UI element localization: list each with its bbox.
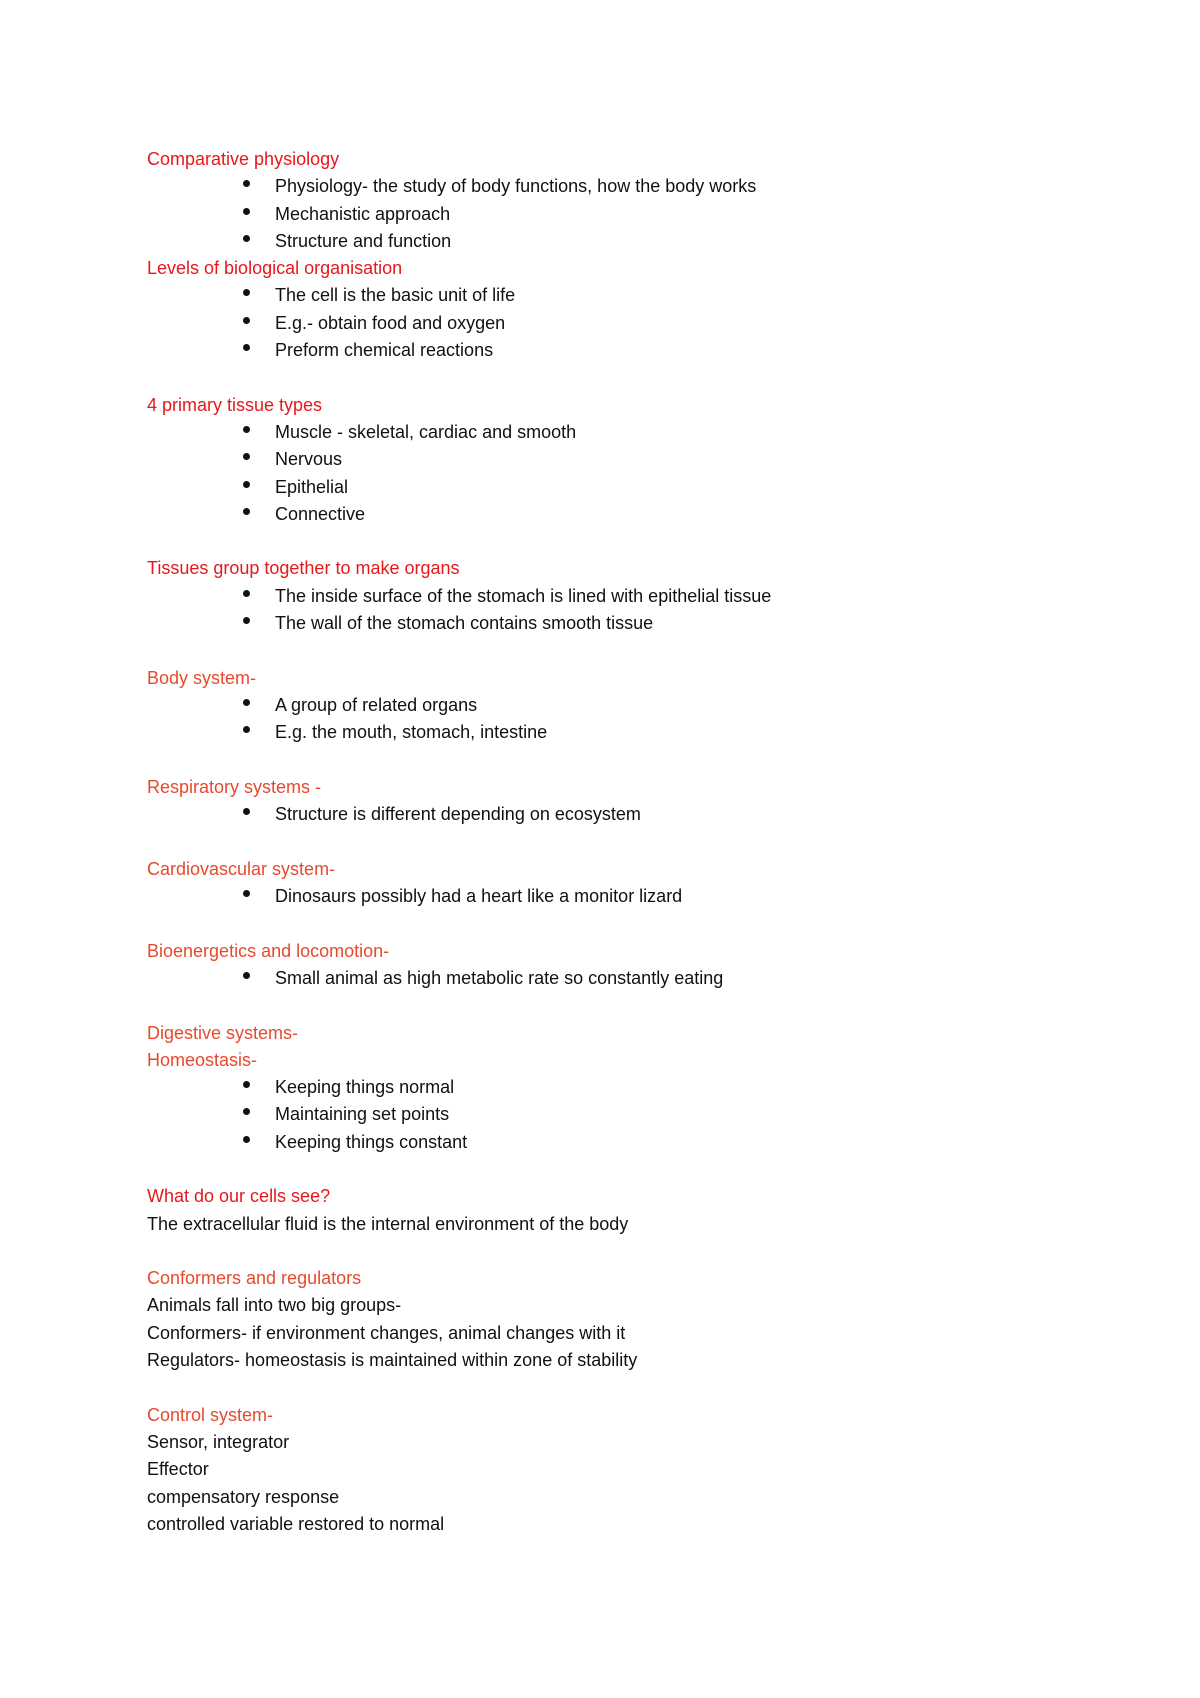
list-item: Epithelial: [147, 474, 1047, 501]
bullet-icon: [243, 180, 250, 187]
spacer: [147, 528, 1047, 555]
paragraph-cells-see: The extracellular fluid is the internal environment of the body: [147, 1213, 629, 1234]
list-tissue-types: [147, 419, 1047, 528]
list-item: Dinosaurs possibly had a heart like a monitor lizard: [147, 883, 1047, 910]
list-item: A group of related organs: [147, 692, 1047, 719]
list-item: Preform chemical reactions: [147, 337, 1047, 364]
bullet-icon: [243, 344, 250, 351]
list-item: Keeping things normal: [147, 1074, 1047, 1101]
spacer: [147, 910, 1047, 937]
paragraph-line: compensatory response: [147, 1486, 340, 1507]
heading-tissue-types: 4 primary tissue types: [147, 394, 323, 415]
bullet-icon: [243, 726, 250, 733]
list-comparative-physiology: [147, 173, 1047, 255]
list-organs: [147, 583, 1047, 638]
list-homeostasis: [147, 1074, 1047, 1156]
paragraph-line: Animals fall into two big groups-: [147, 1295, 402, 1316]
document-content: [147, 146, 1047, 1538]
heading-homeostasis: Homeostasis-: [147, 1049, 258, 1070]
list-cardiovascular: [147, 883, 1047, 910]
heading-body-system: Body system-: [147, 667, 257, 688]
list-item: Structure is different depending on ecosystem: [147, 801, 1047, 828]
bullet-icon: [243, 317, 250, 324]
list-item: Small animal as high metabolic rate so constantly eating: [147, 965, 1047, 992]
list-item: E.g.- obtain food and oxygen: [147, 310, 1047, 337]
list-item: Mechanistic approach: [147, 201, 1047, 228]
bullet-icon: [243, 890, 250, 897]
list-bioenergetics: [147, 965, 1047, 992]
list-item: The cell is the basic unit of life: [147, 282, 1047, 309]
spacer: [147, 1238, 1047, 1265]
bullet-icon: [243, 508, 250, 515]
heading-bioenergetics: Bioenergetics and locomotion-: [147, 940, 390, 961]
heading-organs: Tissues group together to make organs: [147, 558, 460, 579]
list-levels-of-organisation: [147, 282, 1047, 364]
bullet-icon: [243, 808, 250, 815]
list-item: The wall of the stomach contains smooth tissue: [147, 610, 1047, 637]
bullet-icon: [243, 208, 250, 215]
list-body-system: [147, 692, 1047, 747]
list-item: Maintaining set points: [147, 1101, 1047, 1128]
bullet-icon: [243, 1108, 250, 1115]
heading-conformers: Conformers and regulators: [147, 1268, 362, 1289]
spacer: [147, 637, 1047, 664]
paragraph-line: Effector: [147, 1459, 209, 1480]
bullet-icon: [243, 453, 250, 460]
bullet-icon: [243, 590, 250, 597]
heading-digestive: Digestive systems-: [147, 1022, 299, 1043]
paragraph-line: Conformers- if environment changes, animal changes with it: [147, 1322, 626, 1343]
heading-comparative-physiology: Comparative physiology: [147, 149, 340, 169]
list-item: Keeping things constant: [147, 1129, 1047, 1156]
list-item: Structure and function: [147, 228, 1047, 255]
heading-control-system: Control system-: [147, 1404, 274, 1425]
list-item: Physiology- the study of body functions, how the body works: [147, 173, 1047, 200]
bullet-icon: [243, 1136, 250, 1143]
list-respiratory: [147, 801, 1047, 828]
list-item: The inside surface of the stomach is lined with epithelial tissue: [147, 583, 1047, 610]
spacer: [147, 992, 1047, 1019]
bullet-icon: [243, 972, 250, 979]
list-item: Connective: [147, 501, 1047, 528]
list-item: Nervous: [147, 446, 1047, 473]
heading-respiratory: Respiratory systems -: [147, 776, 322, 797]
spacer: [147, 828, 1047, 855]
bullet-icon: [243, 426, 250, 433]
spacer: [147, 747, 1047, 774]
heading-cells-see: What do our cells see?: [147, 1186, 331, 1207]
bullet-icon: [243, 289, 250, 296]
bullet-icon: [243, 1081, 250, 1088]
paragraph-line: Regulators- homeostasis is maintained within zone of stability: [147, 1350, 638, 1371]
paragraph-line: controlled variable restored to normal: [147, 1513, 445, 1534]
heading-levels-of-organisation: Levels of biological organisation: [147, 258, 403, 279]
bullet-icon: [243, 235, 250, 242]
heading-cardiovascular: Cardiovascular system-: [147, 858, 336, 879]
bullet-icon: [243, 617, 250, 624]
bullet-icon: [243, 699, 250, 706]
spacer: [147, 1374, 1047, 1401]
spacer: [147, 364, 1047, 391]
paragraph-line: Sensor, integrator: [147, 1431, 290, 1452]
spacer: [147, 1156, 1047, 1183]
bullet-icon: [243, 481, 250, 488]
list-item: Muscle - skeletal, cardiac and smooth: [147, 419, 1047, 446]
list-item: E.g. the mouth, stomach, intestine: [147, 719, 1047, 746]
